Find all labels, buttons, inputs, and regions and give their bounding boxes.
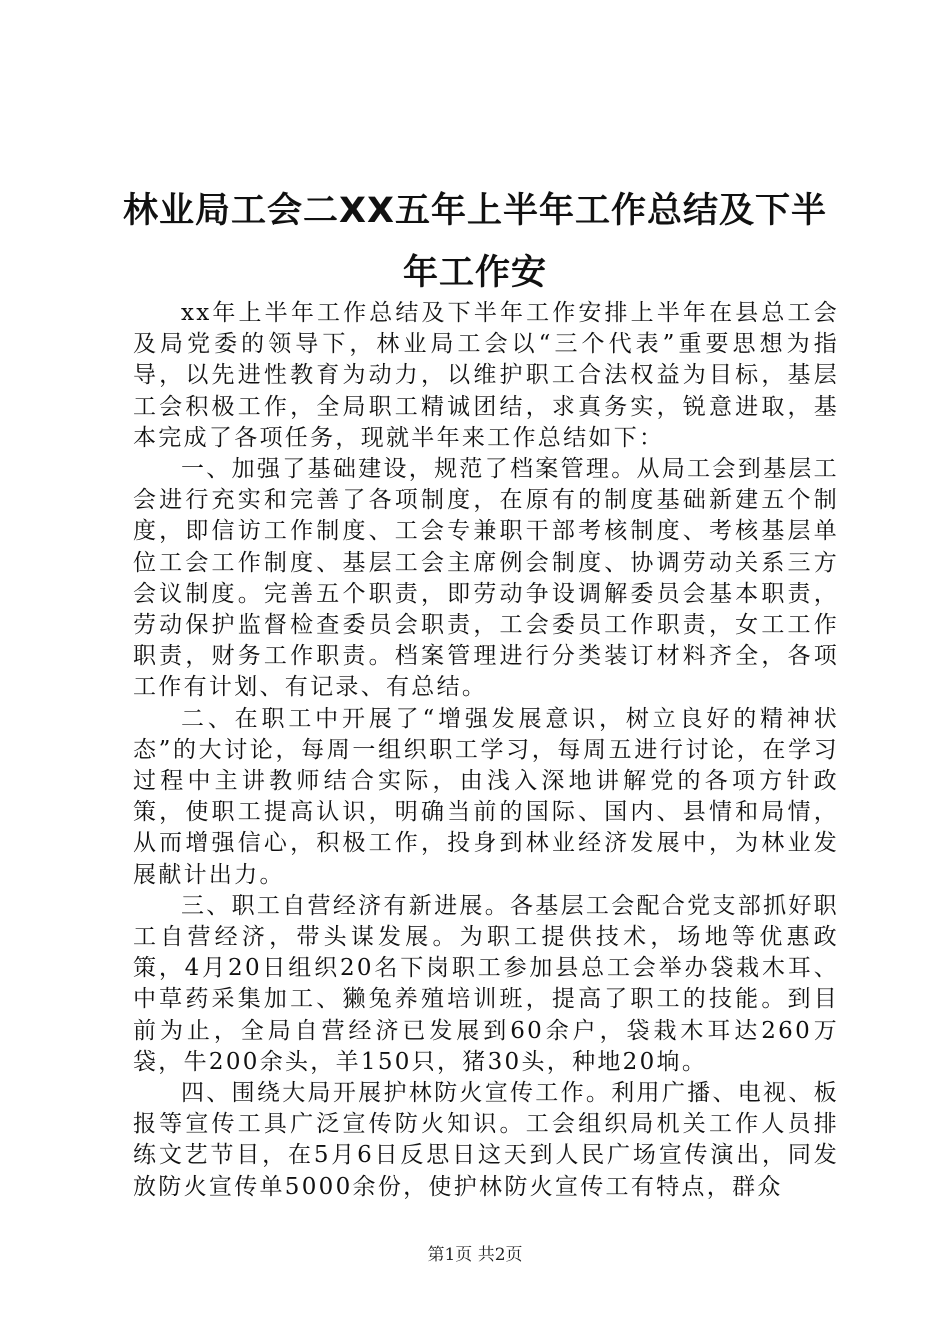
document-body (133, 298, 839, 1203)
paragraph-section-4: 四、围绕大局开展护林防火宣传工作。利用广播、电视、板报等宣传工具广泛宣传防火知识。工会组织局机关工作人员排练文艺节目，在5月6日反思日这天到人民广场宣传演出，同发放防火宣传单5000余份，使护林防火宣传工有特点，群众 (133, 1080, 839, 1200)
title-line-2: 年工作安 (402, 253, 547, 293)
paragraph-intro: xx年上半年工作总结及下半年工作安排上半年在县总工会及局党委的领导下，林业局工会以“三个代表”重要思想为指导，以先进性教育为动力，以维护职工合法权益为目标，基层工会积极工作，全局职工精诚团结，求真务实，锐意进取，基本完成了各项任务，现就半年来工作总结如下： (133, 300, 839, 451)
paragraph-section-2: 二、在职工中开展了“增强发展意识，树立良好的精神状态”的大讨论，每周一组织职工学习，每周五进行讨论，在学习过程中主讲教师结合实际，由浅入深地讲解党的各项方针政策，使职工提高认识，明确当前的国际、国内、县情和局情，从而增强信心，积极工作，投身到林业经济发展中，为林业发展献计出力。 (133, 705, 839, 888)
page-number-footer: 第1页 共2页 (427, 1245, 523, 1265)
title-line-1: 林业局工会二XX五年上半年工作总结及下半 (123, 191, 827, 231)
document-title (120, 180, 830, 304)
paragraph-section-3: 三、职工自营经济有新进展。各基层工会配合党支部抓好职工自营经济，带头谋发展。为职工提供技术，场地等优惠政策，4月20日组织20名下岗职工参加县总工会举办袋栽木耳、中草药采集加工、獭兔养殖培训班，提高了职工的技能。到目前为止，全局自营经济已发展到60余户，袋栽木耳达260万袋，牛200余头，羊150只，猪30头，种地20垧。 (133, 892, 839, 1075)
paragraph-section-1: 一、加强了基础建设，规范了档案管理。从局工会到基层工会进行充实和完善了各项制度，在原有的制度基础新建五个制度，即信访工作制度、工会专兼职干部考核制度、考核基层单位工会工作制度、基层工会主席例会制度、协调劳动关系三方会议制度。完善五个职责，即劳动争设调解委员会基本职责，劳动保护监督检查委员会职责，工会委员工作职责，女工工作职责，财务工作职责。档案管理进行分类装订材料齐全，各项工作有计划、有记录、有总结。 (133, 456, 839, 701)
